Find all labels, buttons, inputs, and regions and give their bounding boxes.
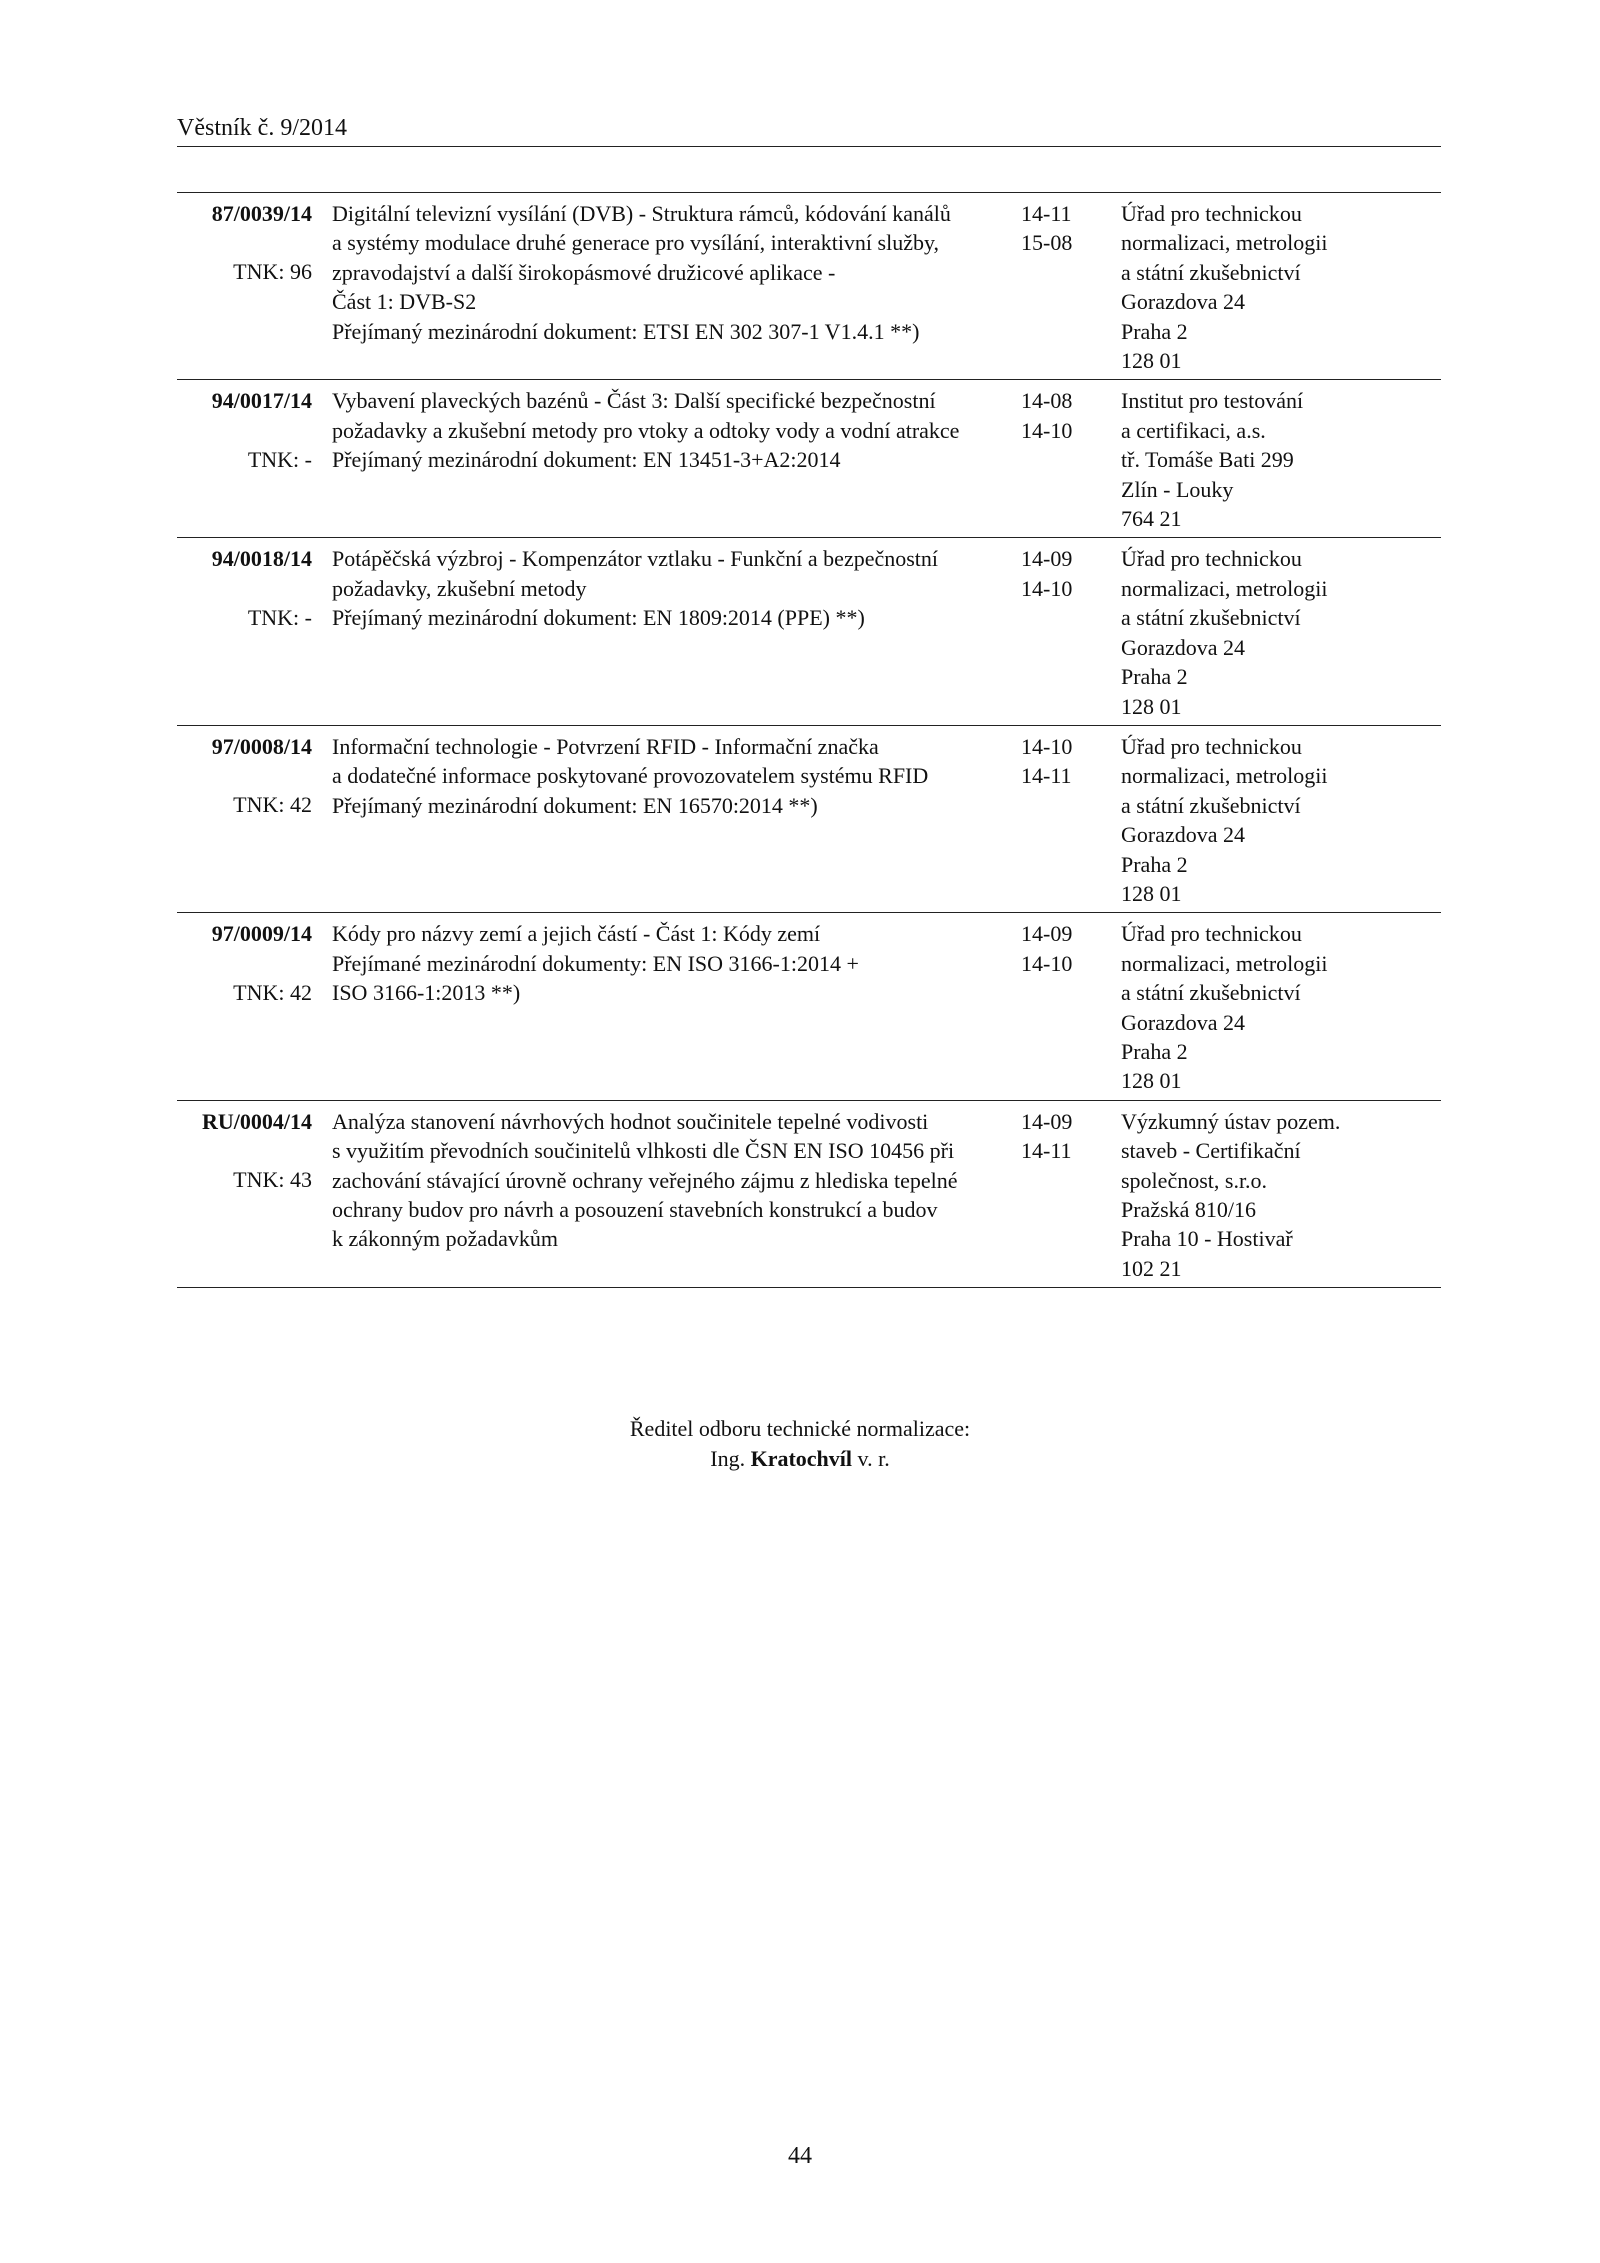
record-id-cell [177,199,312,375]
record-organization-line: normalizaci, metrologii [1121,950,1328,976]
record-date: 14-10 [1021,950,1073,976]
record-date: 14-09 [1021,1108,1073,1134]
record-number: RU/0004/14 [202,1108,312,1134]
record-date: 14-09 [1021,546,1073,572]
table-row [177,379,1441,537]
record-title-line: požadavky a zkušební metody pro vtoky a odtoky vody a vodní atrakce [332,417,960,443]
table-row [177,1100,1441,1287]
record-dates-cell [1021,544,1111,720]
record-number: 97/0008/14 [211,733,312,759]
record-id-cell [177,544,312,720]
page-number: 44 [788,2143,812,2169]
record-date: 14-10 [1021,575,1073,601]
record-organization-cell [1121,1107,1441,1283]
record-organization-line: 128 01 [1121,1068,1182,1094]
record-title-line: k zákonným požadavkům [332,1226,559,1252]
table-row [177,537,1441,724]
table-row [177,912,1441,1099]
record-dates-cell [1021,1107,1111,1283]
record-date: 15-08 [1021,230,1073,256]
record-title-line: Potápěčská výzbroj - Kompenzátor vztlaku - Funkční a bezpečnostní [332,546,939,572]
record-dates-cell [1021,732,1111,908]
record-title-line: Přejímaný mezinárodní dokument: EN 16570:2014 **) [332,792,818,818]
record-organization-line: Zlín - Louky [1121,476,1234,502]
record-title-line: požadavky, zkušební metody [332,575,587,601]
record-organization-line: a státní zkušebnictví [1121,980,1301,1006]
record-dates-cell [1021,386,1111,533]
record-organization-line: Gorazdova 24 [1121,822,1246,848]
record-organization-line: Úřad pro technickou [1121,921,1302,947]
record-organization-line: a státní zkušebnictví [1121,605,1301,631]
signature-role: Ředitel odboru technické normalizace: [629,1416,971,1441]
record-title-line: Část 1: DVB-S2 [332,289,477,315]
record-organization-line: Praha 10 - Hostivař [1121,1226,1293,1252]
record-dates-cell [1021,919,1111,1095]
record-id-cell [177,386,312,533]
record-organization-line: Institut pro testování [1121,388,1304,414]
record-organization-line: Pražská 810/16 [1121,1197,1257,1222]
record-title-line: Přejímané mezinárodní dokumenty: EN ISO 3166-1:2014 + [332,950,859,976]
record-organization-line: a státní zkušebnictví [1121,792,1301,818]
record-organization-line: 764 21 [1121,506,1182,532]
record-id-cell [177,919,312,1095]
record-title-line: Analýza stanovení návrhových hodnot součinitele tepelné vodivosti [332,1108,929,1134]
record-organization-cell [1121,732,1441,908]
record-organization-line: Praha 2 [1121,851,1188,877]
record-title-line: ISO 3166-1:2013 **) [332,980,521,1006]
record-number: 87/0039/14 [211,201,312,226]
record-title-cell [332,919,1018,1095]
record-organization-line: Gorazdova 24 [1121,634,1246,660]
journal-title: Věstník č. 9/2014 [177,115,347,141]
record-title-cell [332,199,1018,375]
record-organization-line: 128 01 [1121,693,1182,719]
record-organization-line: a certifikaci, a.s. [1121,417,1266,443]
record-dates-cell [1021,199,1111,375]
record-organization-line: 128 01 [1121,880,1182,906]
record-organization-line: společnost, s.r.o. [1121,1167,1268,1193]
table-row [177,725,1441,912]
record-organization-line: Gorazdova 24 [1121,1009,1246,1035]
record-title-line: Kódy pro názvy zemí a jejich částí - Část 1: Kódy zemí [332,921,821,947]
record-title-cell [332,386,1018,533]
record-organization-cell [1121,386,1441,533]
record-title-line: Přejímaný mezinárodní dokument: ETSI EN 302 307-1 V1.4.1 **) [332,318,920,344]
record-title-line: zachování stávající úrovně ochrany veřejného zájmu z hlediska tepelné [332,1167,958,1193]
signature-prefix: Ing. [710,1446,746,1471]
record-organization-line: normalizaci, metrologii [1121,575,1328,601]
record-date: 14-09 [1021,921,1073,947]
record-organization-line: Praha 2 [1121,318,1188,344]
record-tnk: TNK: - [247,446,312,472]
record-organization-line: normalizaci, metrologii [1121,763,1328,789]
record-date: 14-11 [1021,1138,1072,1164]
record-organization-line: Gorazdova 24 [1121,289,1246,315]
record-number: 94/0018/14 [211,546,312,572]
record-organization-line: 102 21 [1121,1255,1182,1281]
signature-name-line [0,1444,1600,1474]
table-row [177,193,1441,379]
record-title-line: Přejímaný mezinárodní dokument: EN 13451-3+A2:2014 [332,447,841,473]
record-number: 97/0009/14 [211,921,312,947]
signature-suffix: v. r. [857,1446,890,1471]
record-organization-line: Úřad pro technickou [1121,546,1302,572]
signature-block [0,1414,1600,1474]
record-tnk: TNK: 43 [233,1167,312,1193]
page-header [177,112,1441,147]
record-organization-line: 128 01 [1121,348,1182,374]
record-date: 14-11 [1021,763,1072,789]
record-organization-line: normalizaci, metrologii [1121,230,1328,256]
record-organization-line: Úřad pro technickou [1121,201,1302,226]
record-tnk: TNK: 42 [233,979,312,1005]
record-organization-line: tř. Tomáše Bati 299 [1121,447,1294,473]
record-title-cell [332,544,1018,720]
record-title-cell [332,1107,1018,1283]
record-tnk: TNK: - [247,604,312,630]
record-title-line: a dodatečné informace poskytované provozovatelem systému RFID [332,763,929,789]
record-tnk: TNK: 96 [233,259,312,285]
record-title-line: ochrany budov pro návrh a posouzení stavebních konstrukcí a budov [332,1197,938,1222]
record-title-line: s využitím převodních součinitelů vlhkosti dle ČSN EN ISO 10456 při [332,1138,955,1164]
record-id-cell [177,732,312,908]
record-title-line: a systémy modulace druhé generace pro vysílání, interaktivní služby, [332,230,940,256]
record-title-line: Přejímaný mezinárodní dokument: EN 1809:2014 (PPE) **) [332,605,865,631]
record-id-cell [177,1107,312,1283]
record-title-line: zpravodajství a další širokopásmové družicové aplikace - [332,259,836,285]
standards-table [177,192,1441,1288]
record-organization-line: Výzkumný ústav pozem. [1121,1108,1341,1134]
record-title-line: Informační technologie - Potvrzení RFID - Informační značka [332,733,879,759]
record-organization-line: staveb - Certifikační [1121,1138,1301,1164]
record-organization-cell [1121,919,1441,1095]
record-organization-line: a státní zkušebnictví [1121,259,1301,285]
record-organization-line: Praha 2 [1121,664,1188,690]
record-date: 14-08 [1021,388,1073,414]
record-organization-cell [1121,199,1441,375]
record-tnk: TNK: 42 [233,792,312,818]
record-date: 14-10 [1021,733,1073,759]
record-title-line: Digitální televizní vysílání (DVB) - Struktura rámců, kódování kanálů [332,201,951,226]
record-title-cell [332,732,1018,908]
record-date: 14-11 [1021,201,1072,226]
record-number: 94/0017/14 [211,388,312,414]
record-organization-cell [1121,544,1441,720]
record-date: 14-10 [1021,417,1073,443]
signature-name: Kratochvíl [750,1446,853,1471]
record-organization-line: Praha 2 [1121,1038,1188,1064]
record-title-line: Vybavení plaveckých bazénů - Část 3: Další specifické bezpečnostní [332,388,936,414]
record-organization-line: Úřad pro technickou [1121,733,1302,759]
